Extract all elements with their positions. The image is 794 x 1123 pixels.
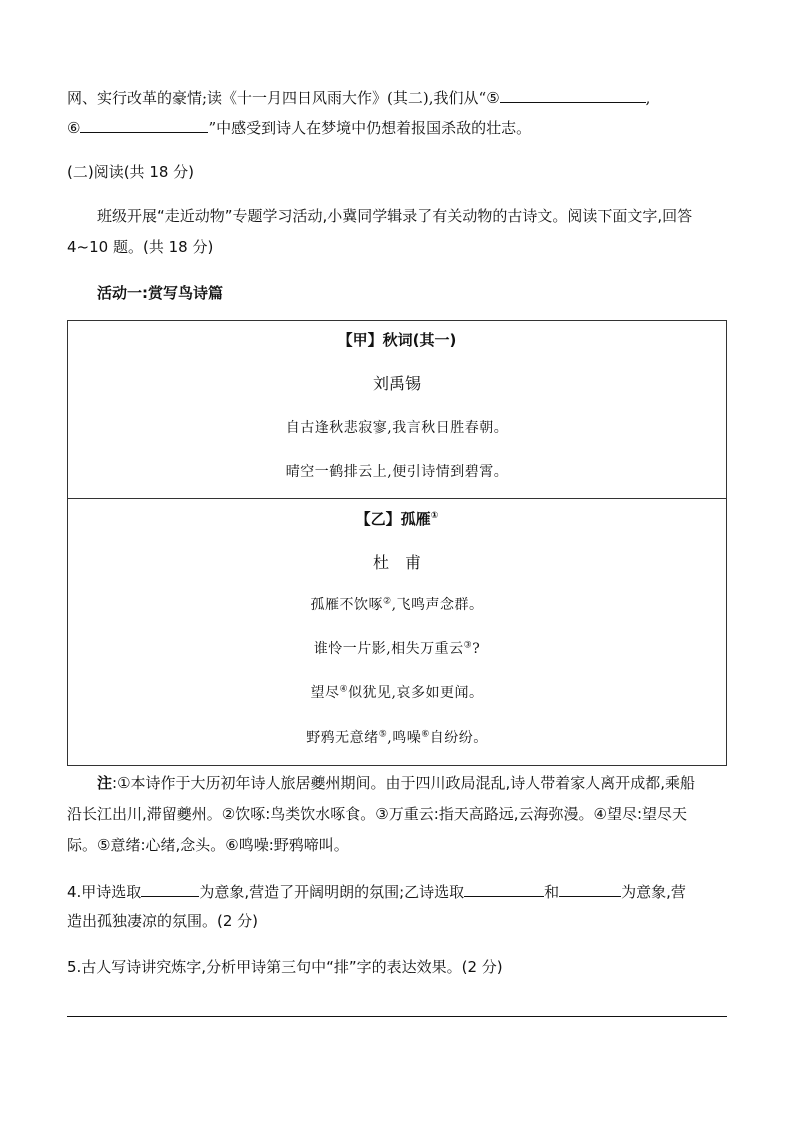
question-5: 5.古人写诗讲究炼字,分析甲诗第三句中“排”字的表达效果。(2 分) <box>67 958 503 976</box>
fill-line-1-prefix: 网、实行改革的豪情;读《十一月四日风雨大作》(其二),我们从“ <box>67 89 487 107</box>
fill-line-1-suffix: , <box>645 89 651 107</box>
poem-b-title-row <box>67 508 727 529</box>
poem-b-line-1-a: 孤雁不饮啄 <box>310 597 383 613</box>
note-mark-6: ⑥ <box>421 729 430 740</box>
notes-line-1-text: :①本诗作于大历初年诗人旅居夔州期间。由于四川政局混乱,诗人带着家人离开成都,乘船 <box>112 774 696 792</box>
intro-line-2: 4~10 题。(共 18 分) <box>67 238 214 256</box>
q4-blank-2[interactable] <box>464 881 544 897</box>
answer-blank-6[interactable] <box>80 117 208 133</box>
poem-divider <box>67 498 727 499</box>
poem-b <box>67 506 727 766</box>
question-4-line-2: 造出孤独凄凉的氛围。(2 分) <box>67 912 259 930</box>
notes-line-1 <box>97 773 695 793</box>
note-mark-3: ③ <box>463 640 473 651</box>
poem-b-line-3 <box>67 682 727 702</box>
notes-line-2: 沿长江出川,滞留夔州。②饮啄:鸟类饮水啄食。③万重云:指天高路远,云海弥漫。④望尽:望尽天 <box>67 805 688 823</box>
poem-b-line-3-b: 似犹见,哀多如更闻。 <box>348 685 484 701</box>
poem-b-line-4 <box>67 727 727 747</box>
poem-b-title-note: ① <box>430 511 439 521</box>
poem-b-author: 杜 甫 <box>372 553 421 572</box>
poem-b-line-2-b: ? <box>472 641 481 657</box>
circled-number-6: ⑥ <box>67 119 81 137</box>
poem-b-title: 【乙】孤雁 <box>355 510 431 528</box>
answer-blank-5[interactable] <box>500 87 646 103</box>
poem-a-line-1: 自古逢秋悲寂寥,我言秋日胜春朝。 <box>285 420 509 436</box>
poem-b-line-2-a: 谁怜一片影,相失万重云 <box>313 641 464 657</box>
activity-title: 活动一:赏写鸟诗篇 <box>97 284 223 302</box>
section-title: (二)阅读(共 18 分) <box>67 163 195 181</box>
poem-b-line-1-b: ,飞鸣声念群。 <box>391 597 484 613</box>
fill-line-2 <box>67 117 531 138</box>
q4-part-2: 为意象,营造了开阔明朗的氛围;乙诗选取 <box>199 883 465 901</box>
poem-b-line-1 <box>67 594 727 614</box>
poem-a-line-2: 晴空一鹤排云上,便引诗情到碧霄。 <box>285 464 509 480</box>
intro-line-1: 班级开展“走近动物”专题学习活动,小冀同学辑录了有关动物的古诗文。阅读下面文字,回答 <box>97 207 693 225</box>
notes-label: 注 <box>97 774 113 792</box>
note-mark-5: ⑤ <box>378 729 388 740</box>
fill-line-1 <box>67 87 650 108</box>
poem-a-author: 刘禹锡 <box>372 374 421 393</box>
notes-line-3: 际。⑤意绪:心绪,念头。⑥鸣噪:野鸦啼叫。 <box>67 836 349 854</box>
poem-a-title: 【甲】秋词(其一) <box>337 331 457 349</box>
circled-number-5: ⑤ <box>486 89 500 107</box>
note-mark-2: ② <box>382 596 392 607</box>
fill-line-2-suffix: ”中感受到诗人在梦境中仍想着报国杀敌的壮志。 <box>208 119 532 137</box>
q4-part-1: 4.甲诗选取 <box>67 883 142 901</box>
answer-line[interactable] <box>67 1016 727 1017</box>
poem-b-line-4-c: 自纷纷。 <box>429 730 488 746</box>
poem-b-line-4-b: ,鸣噪 <box>387 730 422 746</box>
question-4-line-1 <box>67 881 686 902</box>
q4-part-4: 为意象,营 <box>621 883 686 901</box>
q4-blank-3[interactable] <box>559 881 621 897</box>
q4-blank-1[interactable] <box>141 881 199 897</box>
note-mark-4: ④ <box>339 684 349 695</box>
poem-b-line-3-a: 望尽 <box>310 685 340 701</box>
poem-b-line-4-a: 野鸦无意绪 <box>306 730 379 746</box>
q4-part-3: 和 <box>544 883 560 901</box>
poem-b-line-2 <box>67 638 727 658</box>
